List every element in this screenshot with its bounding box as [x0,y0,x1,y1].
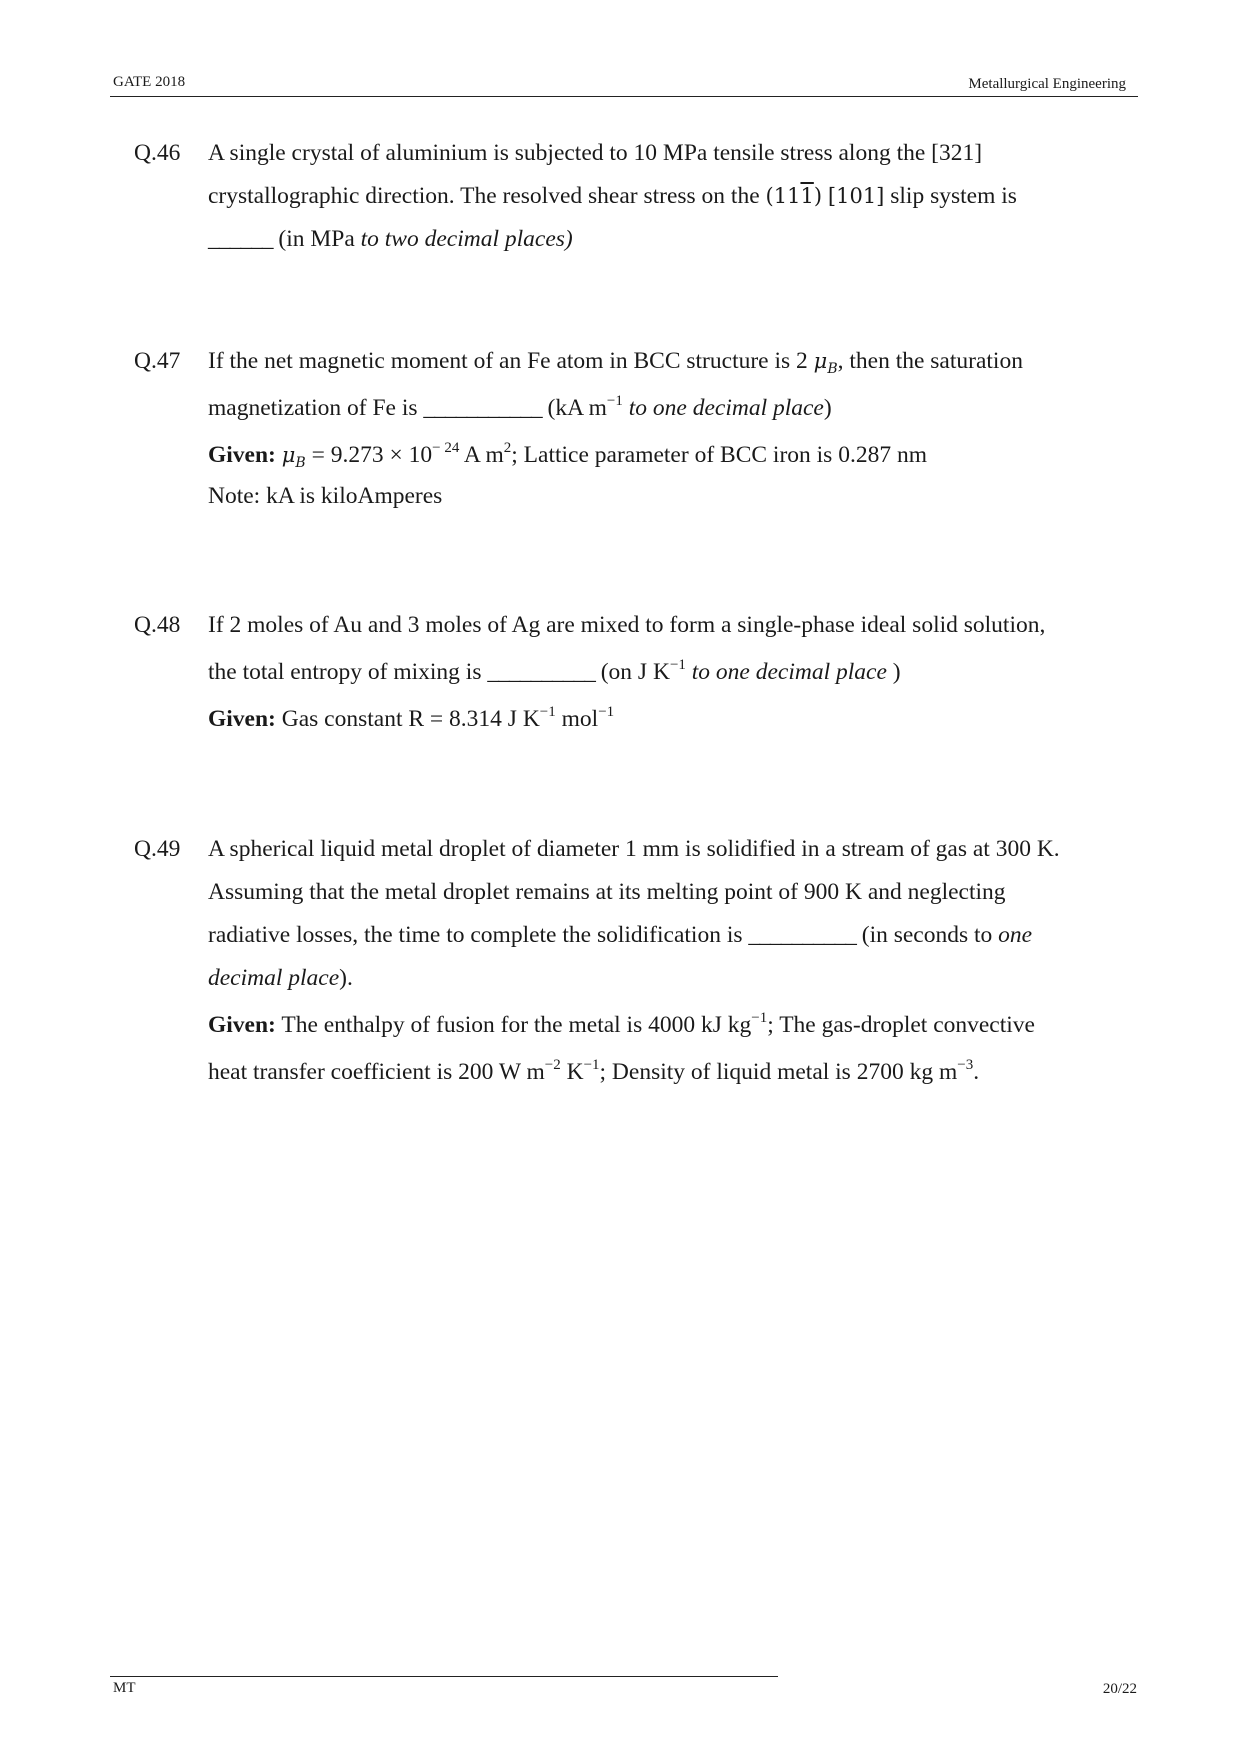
question-line: magnetization of Fe is ___________ (kA $m^{-1}$ to one decimal place) [208,393,832,421]
answer-blank: ______ [208,226,273,252]
question-line: If the net magnetic moment of an Fe atom in BCC structure is 2 $\mu_B$, then the saturation [208,348,1023,377]
given-line: Given: Gas constant R = 8.314 J $K^{-1}$ mol$^{-1}$ [208,704,615,732]
given-line: Given: $\mu_B = 9.273 \times 10^{- 24}$ A $m^2$; Lattice parameter of BCC iron is 0.287 nm [208,440,927,471]
given-line: Given: The enthalpy of fusion for the metal is 4000 kJ $kg^{-1}$; The gas-droplet convective [208,1010,1035,1038]
page-number: 20/22 [1102,1681,1137,1697]
question-number: Q.47 [134,348,181,374]
given-label: Given: [208,442,276,468]
question-text [208,140,1118,253]
note-line: Note: kA is kiloAmperes [208,483,443,509]
question-number: Q.49 [134,836,181,862]
given-label: Given: [208,706,276,732]
question-line: A spherical liquid metal droplet of diameter 1 mm is solidified in a stream of gas at 300 K. [208,836,1060,862]
given-line: heat transfer coefficient is 200 W $m^{-2}$ $K^{-1}$; Density of liquid metal is 2700 kg $m^{-3}$. [208,1057,980,1085]
question-line: Assuming that the metal droplet remains at its melting point of 900 K and neglecting [208,879,1006,905]
answer-blank: __________ [748,922,856,948]
footer-divider [110,1676,778,1677]
slip-direction: [101] [827,184,885,208]
given-label: Given: [208,1012,276,1038]
question-text [208,348,1118,510]
question-line: A single crystal of aluminium is subjected to 10 MPa tensile stress along the [321] [208,140,983,166]
slip-plane: (111) [765,184,823,208]
answer-blank: __________ [487,659,595,685]
question-line: crystallographic direction. The resolved shear stress on the (111) [101] slip system is [208,183,1017,209]
exam-title: GATE 2018 [113,74,186,90]
question-line: If 2 moles of Au and 3 moles of Ag are mixed to form a single-phase ideal solid solution, [208,612,1046,638]
paper-code: MT [113,1680,136,1696]
question-line: radiative losses, the time to complete the solidification is __________ (in seconds to one [208,922,1033,948]
bohr-magneton-symbol: $\mu_B$ [813,349,838,377]
question-text [208,612,1118,733]
paper-subject: Metallurgical Engineering [968,76,1126,92]
question-number: Q.46 [134,140,181,166]
question-line: the total entropy of mixing is __________ (on J $K^{-1}$ to one decimal place ) [208,657,901,685]
page-header [110,74,1138,98]
question-line: ______ (in MPa to two decimal places) [208,226,573,252]
header-divider [110,96,1138,97]
question-number: Q.48 [134,612,181,638]
answer-blank: ___________ [423,395,542,421]
question-line: decimal place). [208,965,353,991]
question-text [208,836,1118,1086]
